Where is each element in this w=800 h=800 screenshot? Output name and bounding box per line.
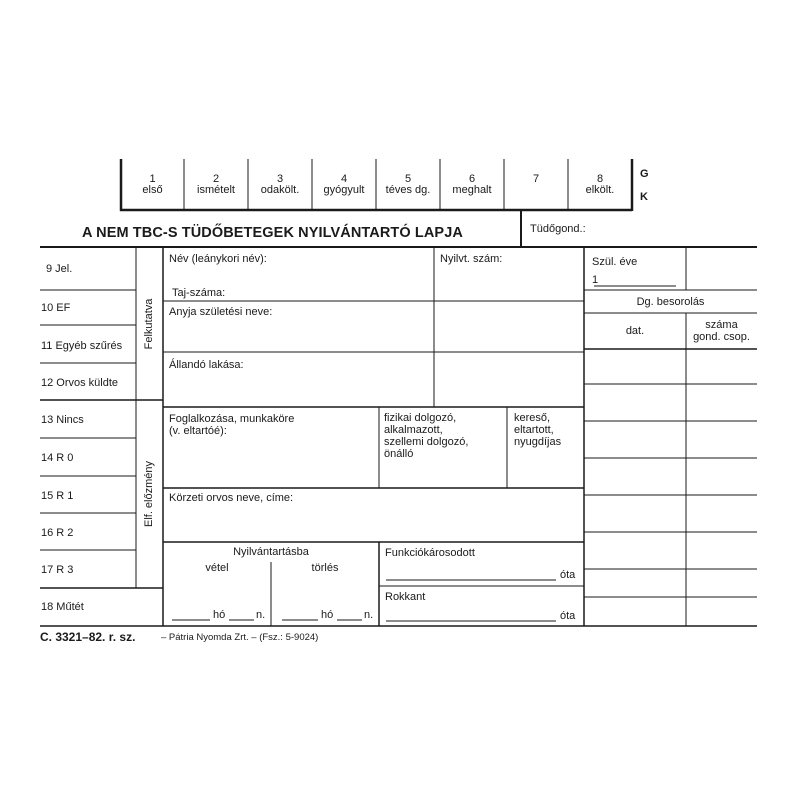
row-label-14: 14 R 0 bbox=[41, 452, 74, 464]
form-code: C. 3321–82. r. sz. bbox=[40, 630, 136, 644]
row-label-9: 9 Jel. bbox=[46, 263, 73, 275]
deletion-label: törlés bbox=[311, 562, 339, 574]
functional-damage-label: Funkciókárosodott bbox=[385, 547, 475, 559]
group-number-label-1: száma bbox=[705, 319, 738, 331]
code-6-number: 6 bbox=[468, 173, 476, 185]
code-1-number: 1 bbox=[149, 173, 156, 185]
earner-type-3: nyugdíjas bbox=[514, 436, 562, 448]
earner-type-2: eltartott, bbox=[514, 424, 554, 436]
code-7-number: 7 bbox=[532, 173, 540, 185]
name-label: Név (leánykori név): bbox=[169, 253, 267, 265]
row-label-15: 15 R 1 bbox=[41, 490, 74, 502]
code-1-label: első bbox=[142, 184, 163, 196]
row-label-18: 18 Műtét bbox=[41, 601, 84, 613]
worker-type-2: alkalmazott, bbox=[384, 424, 443, 436]
birth-year-prefix: 1 bbox=[592, 274, 599, 286]
code-2-label: ismételt bbox=[197, 184, 235, 196]
worker-type-3: szellemi dolgozó, bbox=[384, 436, 469, 448]
worker-type-1: fizikai dolgozó, bbox=[384, 412, 457, 424]
taj-label: Taj-száma: bbox=[172, 287, 226, 299]
occupation-label-1: Foglalkozása, munkaköre bbox=[169, 413, 295, 425]
row-label-13: 13 Nincs bbox=[41, 414, 84, 426]
code-6-label: meghalt bbox=[452, 184, 492, 196]
code-2-number: 2 bbox=[212, 173, 220, 185]
page-title: A NEM TBC-S TÜDŐBETEGEK NYILVÁNTARTÓ LAPJA bbox=[82, 225, 463, 241]
intake-day-label: n. bbox=[256, 609, 266, 621]
occupation-label-2: (v. eltartóé): bbox=[169, 425, 227, 437]
date-column-label: dat. bbox=[625, 325, 645, 337]
side-label-felkutatva: Felkutatva bbox=[143, 298, 155, 350]
code-8-number: 8 bbox=[596, 173, 604, 185]
code-g: G bbox=[640, 168, 649, 180]
registration-label: Nyilvántartásba bbox=[233, 546, 309, 558]
row-label-12: 12 Orvos küldte bbox=[41, 377, 119, 389]
intake-label: vétel bbox=[205, 562, 229, 574]
code-5-number: 5 bbox=[404, 173, 412, 185]
disabled-label: Rokkant bbox=[385, 591, 426, 603]
disabled-since-label: óta bbox=[560, 610, 576, 622]
mother-name-label: Anyja születési neve: bbox=[169, 306, 273, 318]
code-k: K bbox=[640, 191, 648, 203]
row-label-16: 16 R 2 bbox=[41, 527, 74, 539]
nyilvt-label: Nyilvt. szám: bbox=[440, 253, 503, 265]
code-4-label: gyógyult bbox=[323, 184, 365, 196]
intake-month-label: hó bbox=[213, 609, 226, 621]
code-5-label: téves dg. bbox=[385, 184, 431, 196]
diagnosis-class-label: Dg. besorolás bbox=[636, 296, 705, 308]
tudogond-label: Tüdőgond.: bbox=[530, 223, 586, 235]
row-label-11: 11 Egyéb szűrés bbox=[41, 340, 123, 352]
side-label-elozmeny: Elf. előzmény bbox=[143, 460, 155, 528]
row-label-10: 10 EF bbox=[41, 302, 71, 314]
functional-since-label: óta bbox=[560, 569, 576, 581]
code-3-label: odakölt. bbox=[260, 184, 300, 196]
deletion-month-label: hó bbox=[321, 609, 334, 621]
deletion-day-label: n. bbox=[364, 609, 374, 621]
code-3-number: 3 bbox=[276, 173, 284, 185]
printer-info: – Pátria Nyomda Zrt. – (Fsz.: 5-9024) bbox=[161, 632, 319, 643]
code-8-label: elkölt. bbox=[585, 184, 615, 196]
earner-type-1: kereső, bbox=[514, 412, 551, 424]
row-label-17: 17 R 3 bbox=[41, 564, 74, 576]
worker-type-4: önálló bbox=[384, 448, 414, 460]
code-4-number: 4 bbox=[340, 173, 348, 185]
birth-year-label: Szül. éve bbox=[592, 256, 638, 268]
district-doctor-label: Körzeti orvos neve, címe: bbox=[169, 492, 294, 504]
address-label: Állandó lakása: bbox=[169, 359, 244, 371]
group-number-label-2: gond. csop. bbox=[693, 331, 750, 343]
